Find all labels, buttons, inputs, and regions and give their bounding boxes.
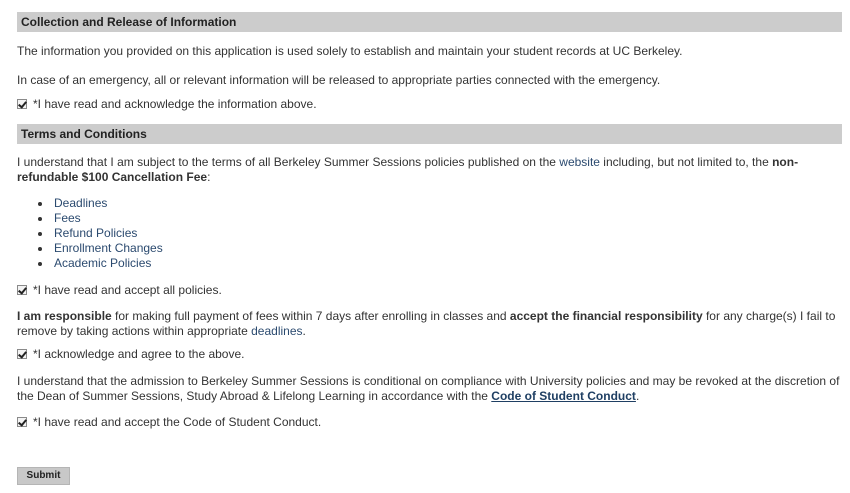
list-item[interactable] (38, 196, 163, 211)
policy-link-enrollment-changes[interactable]: Enrollment Changes (54, 241, 163, 255)
list-item[interactable] (38, 211, 163, 226)
acknowledge-agree-label[interactable]: *I acknowledge and agree to the above. (33, 347, 245, 361)
collection-paragraph-1: The information you provided on this application is used solely to establish and maintain your student records at UC Berkeley. (17, 44, 683, 58)
policy-list (38, 196, 163, 271)
acknowledge-information-checkbox[interactable] (17, 99, 27, 109)
list-item[interactable] (38, 256, 163, 271)
policy-link-academic-policies[interactable]: Academic Policies (54, 256, 152, 270)
financial-responsibility-bold-text: accept the financial responsibility (509, 309, 703, 323)
accept-policies-checkbox[interactable] (17, 285, 27, 295)
acknowledge-information-row[interactable] (17, 96, 317, 112)
acknowledge-agree-row[interactable] (17, 346, 245, 362)
list-item[interactable] (38, 241, 163, 256)
bullet-icon (38, 247, 42, 251)
section-header-terms: Terms and Conditions (17, 124, 842, 144)
list-item[interactable] (38, 226, 163, 241)
collection-paragraph-2: In case of an emergency, all or relevant information will be released to appropriate parties connected with the emergency. (17, 73, 661, 87)
policy-link-deadlines[interactable]: Deadlines (54, 196, 108, 210)
cancellation-fee-text: non-refundable $100 Cancellation Fee (17, 155, 799, 184)
website-link[interactable]: website (559, 155, 600, 169)
responsible-bold-text: I am responsible (17, 309, 112, 323)
deadlines-link[interactable]: deadlines (251, 324, 303, 338)
code-of-student-conduct-link[interactable]: Code of Student Conduct (491, 389, 636, 403)
policy-link-refund-policies[interactable]: Refund Policies (54, 226, 138, 240)
acknowledge-information-label[interactable]: *I have read and acknowledge the information above. (33, 97, 317, 111)
admission-period: . (635, 389, 640, 403)
accept-policies-label[interactable]: *I have read and accept all policies. (33, 283, 222, 297)
terms-intro-text-2: including, but not limited to, the (599, 155, 773, 169)
financial-responsibility-paragraph (17, 309, 843, 339)
terms-intro-paragraph (17, 155, 843, 185)
responsible-text-2: for any charge(s) I fail to remove by taking actions within appropriate (17, 309, 836, 338)
section-header-collection: Collection and Release of Information (17, 12, 842, 32)
submit-button[interactable]: Submit (17, 467, 70, 485)
admission-paragraph (17, 374, 843, 404)
terms-intro-text: I understand that I am subject to the terms of all Berkeley Summer Sessions policies published on the (17, 155, 560, 169)
responsible-text: for making full payment of fees within 7 days after enrolling in classes and (111, 309, 510, 323)
bullet-icon (38, 217, 42, 221)
accept-policies-row[interactable] (17, 282, 222, 298)
terms-intro-colon: : (207, 170, 211, 184)
accept-code-label[interactable]: *I have read and accept the Code of Student Conduct. (33, 415, 322, 429)
admission-text: I understand that the admission to Berkeley Summer Sessions is conditional on compliance with University policies and may be revoked at the discretion of the Dean of Summer Sessions, Study Abroad & Lifelong Learning in accordance with the (17, 374, 840, 403)
accept-code-checkbox[interactable] (17, 417, 27, 427)
bullet-icon (38, 232, 42, 236)
accept-code-row[interactable] (17, 414, 321, 430)
acknowledge-agree-checkbox[interactable] (17, 349, 27, 359)
policy-link-fees[interactable]: Fees (54, 211, 81, 225)
bullet-icon (38, 262, 42, 266)
bullet-icon (38, 202, 42, 206)
responsible-period: . (302, 324, 306, 338)
